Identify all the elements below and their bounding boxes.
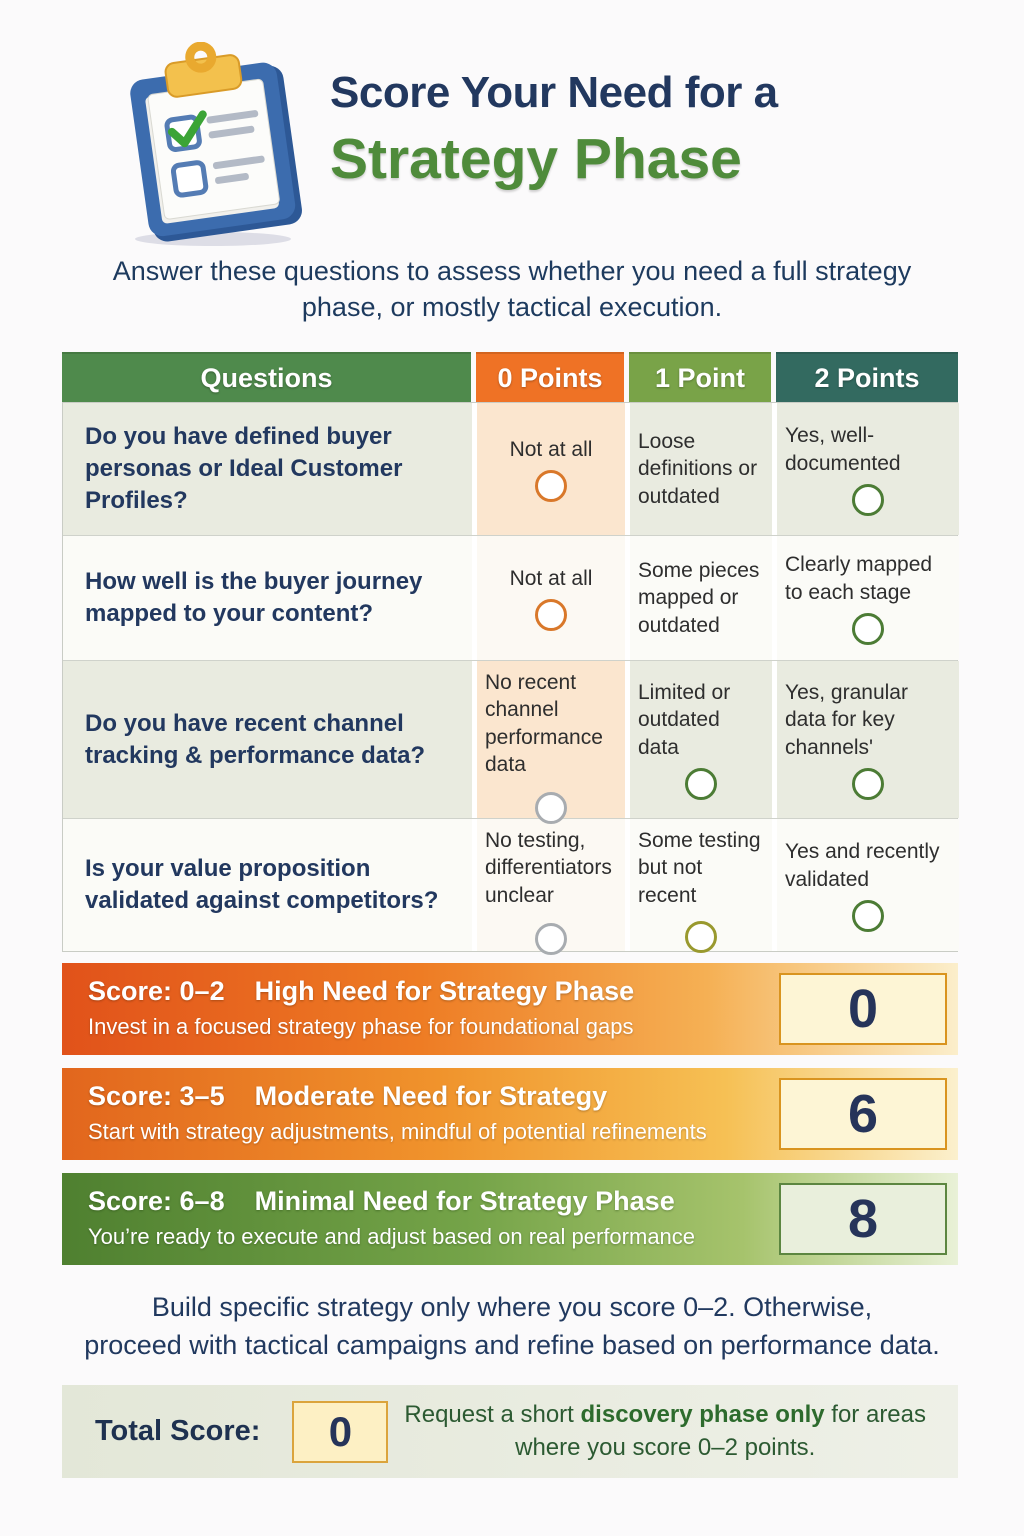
radio-circle[interactable] — [685, 768, 717, 800]
title-line-2: Strategy Phase — [330, 127, 742, 191]
answer-cell-1-point — [630, 661, 772, 818]
answer-text: No testing, differentiators unclear — [485, 829, 612, 907]
page-title — [330, 68, 778, 192]
band-title: Moderate Need for Strategy — [254, 1081, 608, 1111]
radio-circle[interactable] — [535, 923, 567, 955]
total-score-section — [62, 1385, 958, 1478]
band-score-box: 0 — [779, 973, 947, 1045]
radio-circle[interactable] — [852, 484, 884, 516]
table-header-row — [62, 352, 958, 402]
subtitle: Answer these questions to assess whether you need a full strategy phase, or mostly tactical execution. — [112, 256, 912, 323]
score-band-minimal-need — [62, 1173, 958, 1265]
answer-cell-2-points — [777, 661, 959, 818]
question-text: Do you have recent channel tracking & performance data? — [63, 661, 472, 818]
band-description: You’re ready to execute and adjust based on real performance — [88, 1224, 696, 1249]
title-line-1: Score Your Need for a — [330, 68, 778, 117]
band-score-box: 6 — [779, 1078, 947, 1150]
radio-circle[interactable] — [535, 470, 567, 502]
answer-cell-1-point — [630, 403, 772, 535]
answer-cell-2-points — [777, 403, 959, 535]
band-score-box: 8 — [779, 1183, 947, 1255]
band-title: Minimal Need for Strategy Phase — [254, 1186, 675, 1216]
band-title: High Need for Strategy Phase — [254, 976, 635, 1006]
answer-cell-2-points — [777, 536, 959, 660]
score-band-high-need — [62, 963, 958, 1055]
answer-cell-1-point — [630, 536, 772, 660]
total-score-hint — [388, 1399, 942, 1464]
radio-circle[interactable] — [535, 792, 567, 824]
total-score-label: Total Score: — [95, 1415, 261, 1447]
answer-text: Some testing but not recent — [638, 829, 761, 907]
table-row — [63, 403, 957, 535]
answer-cell-0-points — [477, 661, 625, 818]
band-heading — [88, 1186, 758, 1217]
column-header-0-points: 0 Points — [476, 352, 624, 402]
answer-text: Yes, granular data for key channels' — [785, 681, 908, 759]
column-header-2-points: 2 Points — [776, 352, 958, 402]
scoring-table — [62, 352, 958, 952]
answer-cell-0-points — [477, 536, 625, 660]
radio-circle[interactable] — [852, 900, 884, 932]
table-row — [63, 535, 957, 660]
hint-prefix: Request a short — [404, 1401, 581, 1429]
column-header-questions: Questions — [62, 352, 471, 402]
band-description: Invest in a focused strategy phase for foundational gaps — [88, 1014, 634, 1039]
band-description: Start with strategy adjustments, mindful of potential refinements — [88, 1119, 707, 1144]
answer-text: Loose definitions or outdated — [638, 430, 758, 508]
radio-circle[interactable] — [852, 768, 884, 800]
answer-text: Not at all — [509, 566, 593, 590]
column-header-1-point: 1 Point — [629, 352, 771, 402]
answer-cell-0-points — [477, 403, 625, 535]
table-body — [62, 402, 958, 952]
radio-circle[interactable] — [535, 599, 567, 631]
answer-cell-2-points — [777, 819, 959, 951]
radio-circle[interactable] — [685, 921, 717, 953]
clipboard-icon — [108, 42, 323, 247]
band-score-range: Score: 0–2 — [88, 976, 225, 1006]
table-row — [63, 660, 957, 818]
question-text: Is your value proposition validated against competitors? — [63, 819, 472, 951]
radio-circle[interactable] — [852, 613, 884, 645]
table-row — [63, 818, 957, 951]
note-line-2: proceed with tactical campaigns and refine based on performance data. — [84, 1330, 940, 1361]
answer-text: Clearly mapped to each stage — [785, 553, 933, 604]
hint-suffix: for areas where you score 0–2 points. — [515, 1401, 927, 1461]
answer-text: No recent channel performance data — [485, 671, 603, 776]
hint-bold: discovery phase only — [580, 1401, 825, 1429]
answer-cell-0-points — [477, 819, 625, 951]
band-heading — [88, 976, 758, 1007]
question-text: How well is the buyer journey mapped to your content? — [63, 536, 472, 660]
score-bands — [62, 963, 958, 1278]
band-score-range: Score: 6–8 — [88, 1186, 225, 1216]
answer-text: Yes, well-documented — [785, 424, 901, 475]
instruction-note — [0, 1288, 1024, 1365]
total-score-box[interactable]: 0 — [292, 1401, 388, 1463]
answer-text: Limited or outdated data — [638, 681, 731, 759]
answer-text: Not at all — [509, 437, 593, 461]
answer-cell-1-point — [630, 819, 772, 951]
note-line-1: Build specific strategy only where you score 0–2. Otherwise, — [151, 1292, 873, 1322]
band-score-range: Score: 3–5 — [88, 1081, 225, 1111]
score-band-moderate-need — [62, 1068, 958, 1160]
answer-text: Some pieces mapped or outdated — [638, 559, 760, 637]
question-text: Do you have defined buyer personas or Ideal Customer Profiles? — [63, 403, 472, 535]
answer-text: Yes and recently validated — [785, 840, 940, 891]
band-heading — [88, 1081, 758, 1112]
